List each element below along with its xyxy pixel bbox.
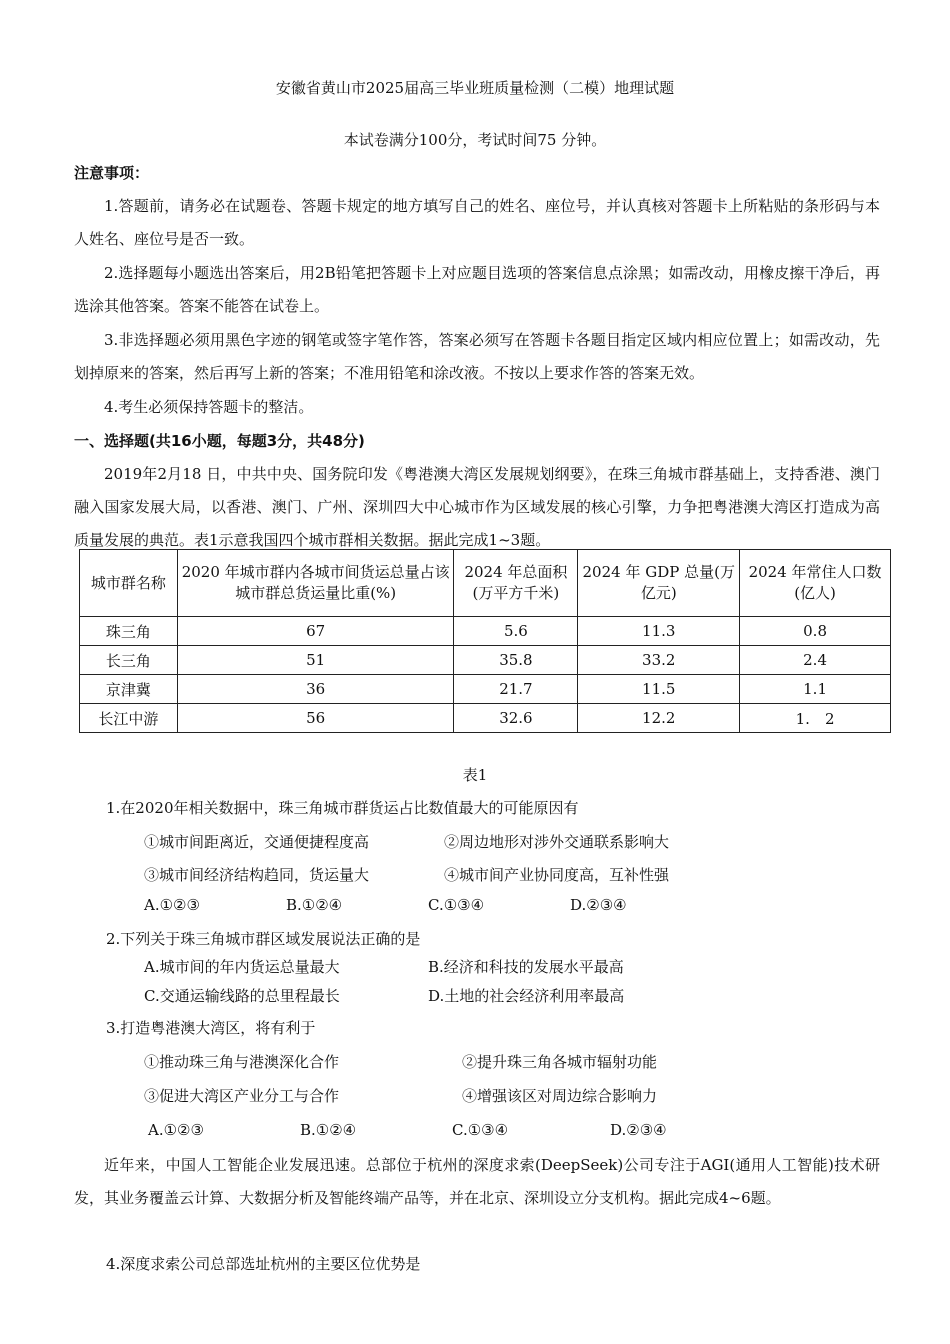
q1-statement-3: ③城市间经济结构趋同，货运量大 — [144, 866, 370, 884]
q1-option-c[interactable]: C.①③④ — [428, 896, 485, 914]
notice-item-3: 3.非选择题必须用黑色字迹的钢笔或签字笔作答，答案必须写在答题卡各题目指定区域内相应位置上；如需改动，先划掉原来的答案，然后再写上新的答案；不准用铅笔和涂改液。不按以上要求作答的答案无效。 — [74, 331, 880, 382]
q1-statement-1: ①城市间距离近，交通便捷程度高 — [144, 833, 370, 851]
q3-option-a[interactable]: A.①②③ — [148, 1121, 204, 1139]
table-cell: 11.3 — [578, 617, 740, 646]
table-row — [80, 617, 891, 646]
table-cell: 长江中游 — [80, 704, 178, 733]
question-4-stem: 4.深度求索公司总部选址杭州的主要区位优势是 — [106, 1255, 421, 1273]
table-row — [80, 704, 891, 733]
q2-option-d[interactable]: D.土地的社会经济利用率最高 — [428, 987, 625, 1005]
city-cluster-table — [79, 549, 891, 733]
notice-item-2: 2.选择题每小题选出答案后，用2B铅笔把答题卡上对应题目选项的答案信息点涂黑；如需改动，用橡皮擦干净后，再选涂其他答案。答案不能答在试卷上。 — [74, 264, 880, 315]
table-caption: 表1 — [462, 766, 488, 784]
table-row — [80, 675, 891, 704]
table-cell: 51 — [177, 646, 454, 675]
notice-item-4: 4.考生必须保持答题卡的整洁。 — [104, 398, 314, 416]
q2-option-c[interactable]: C.交通运输线路的总里程最长 — [144, 987, 340, 1005]
table-cell: 1. 2 — [740, 704, 891, 733]
table-cell: 5.6 — [454, 617, 578, 646]
q3-statement-4: ④增强该区对周边综合影响力 — [462, 1087, 658, 1105]
table-cell: 11.5 — [578, 675, 740, 704]
table-cell: 12.2 — [578, 704, 740, 733]
exam-info: 本试卷满分100分，考试时间75 分钟。 — [343, 131, 607, 149]
q3-statement-1: ①推动珠三角与港澳深化合作 — [144, 1053, 340, 1071]
table-cell: 长三角 — [80, 646, 178, 675]
q1-statement-4: ④城市间产业协同度高，互补性强 — [444, 866, 670, 884]
passage-2: 近年来，中国人工智能企业发展迅速。总部位于杭州的深度求索(DeepSeek)公司专注于AGI(通用人工智能)技术研发，其业务覆盖云计算、大数据分析及智能终端产品等，并在北京、深圳设立分支机构。据此完成4~6题。 — [74, 1156, 880, 1207]
passage-1: 2019年2月18 日，中共中央、国务院印发《粤港澳大湾区发展规划纲要》，在珠三角城市群基础上，支持香港、澳门融入国家发展大局，以香港、澳门、广州、深圳四大中心城市作为区域发展的核心引擎，力争把粤港澳大湾区打造成为高质量发展的典范。表1示意我国四个城市群相关数据。据此完成1~3题。 — [74, 465, 880, 549]
table-cell: 珠三角 — [80, 617, 178, 646]
table-cell: 0.8 — [740, 617, 891, 646]
q2-option-a[interactable]: A.城市间的年内货运总量最大 — [144, 958, 340, 976]
q1-statement-2: ②周边地形对涉外交通联系影响大 — [444, 833, 670, 851]
table-header: 2024 年常住人口数(亿人) — [740, 550, 891, 617]
q2-option-b[interactable]: B.经济和科技的发展水平最高 — [428, 958, 624, 976]
q3-statement-3: ③促进大湾区产业分工与合作 — [144, 1087, 340, 1105]
table-cell: 56 — [177, 704, 454, 733]
table-cell: 2.4 — [740, 646, 891, 675]
table-header: 2020 年城市群内各城市间货运总量占该城市群总货运量比重(%) — [177, 550, 454, 617]
q3-option-c[interactable]: C.①③④ — [452, 1121, 509, 1139]
q1-option-d[interactable]: D.②③④ — [570, 896, 627, 914]
question-3-stem: 3.打造粤港澳大湾区，将有利于 — [106, 1019, 316, 1037]
table-header: 2024 年总面积(万平方千米) — [454, 550, 578, 617]
table-cell: 36 — [177, 675, 454, 704]
q3-option-d[interactable]: D.②③④ — [610, 1121, 667, 1139]
question-2-stem: 2.下列关于珠三角城市群区域发展说法正确的是 — [106, 930, 421, 948]
q1-option-b[interactable]: B.①②④ — [286, 896, 343, 914]
table-cell: 67 — [177, 617, 454, 646]
section-heading: 一、选择题(共16小题，每题3分，共48分) — [74, 432, 365, 450]
q3-statement-2: ②提升珠三角各城市辐射功能 — [462, 1053, 658, 1071]
table-cell: 33.2 — [578, 646, 740, 675]
table-header-row — [80, 550, 891, 617]
table-header: 2024 年 GDP 总量(万亿元) — [578, 550, 740, 617]
q3-option-b[interactable]: B.①②④ — [300, 1121, 357, 1139]
table-cell: 32.6 — [454, 704, 578, 733]
table-cell: 35.8 — [454, 646, 578, 675]
q1-option-a[interactable]: A.①②③ — [144, 896, 200, 914]
table-header: 城市群名称 — [80, 550, 178, 617]
table-cell: 1.1 — [740, 675, 891, 704]
table-row — [80, 646, 891, 675]
notice-item-1: 1.答题前，请务必在试题卷、答题卡规定的地方填写自己的姓名、座位号，并认真核对答题卡上所粘贴的条形码与本人姓名、座位号是否一致。 — [74, 197, 880, 248]
question-1-stem: 1.在2020年相关数据中，珠三角城市群货运占比数值最大的可能原因有 — [106, 799, 579, 817]
table-cell: 京津冀 — [80, 675, 178, 704]
notice-heading: 注意事项： — [74, 164, 150, 182]
page-title: 安徽省黄山市2025届高三毕业班质量检测（二模）地理试题 — [275, 79, 675, 97]
table-cell: 21.7 — [454, 675, 578, 704]
